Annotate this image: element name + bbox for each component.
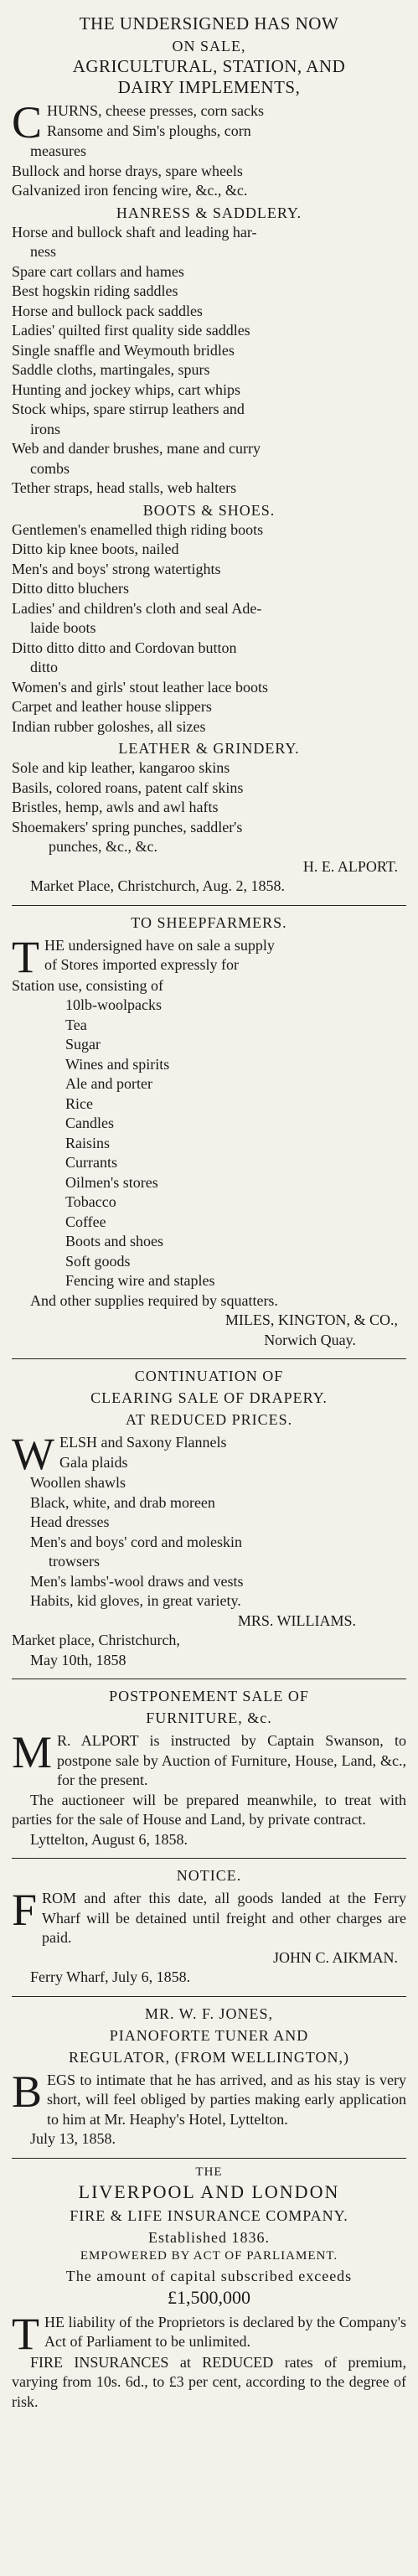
drop-cap: T [12, 2308, 39, 2359]
body-text: HE liability of the Proprietors is declared by the Company's Act of Parliament to be unlimited. [44, 2313, 406, 2350]
drop-cap: M [12, 1727, 53, 1777]
ad-title: NOTICE. [176, 1867, 242, 1884]
list-item: Ditto kip knee boots, nailed [12, 541, 179, 557]
dateline: Market place, Christchurch, [12, 1632, 180, 1648]
list-item: Horse and bullock shaft and leading har- [12, 223, 257, 241]
list-item: Coffee [65, 1213, 106, 1230]
list-item: Ditto ditto bluchers [12, 580, 129, 597]
ad-title-line: THE UNDERSIGNED HAS NOW [79, 13, 339, 34]
company-name: LIVERPOOL AND LONDON [78, 2180, 340, 2202]
list-item: ditto [30, 659, 59, 675]
signature: H. E. ALPORT. [302, 857, 398, 875]
body-text: ROM and after this date, all goods landed at the Ferry Wharf will be detained until freight and other charges are paid. [42, 1890, 406, 1946]
ad-title: TO SHEEPFARMERS. [131, 913, 287, 931]
list-item: Ladies' quilted first quality side saddles [12, 322, 250, 339]
ad-title-line: CONTINUATION OF [134, 1368, 284, 1384]
list-item: Indian rubber goloshes, all sizes [12, 717, 206, 735]
list-item: Currants [65, 1154, 117, 1171]
list-item: Boots and shoes [65, 1233, 163, 1249]
intro-line: Station use, consisting of [12, 976, 163, 994]
dateline: Market Place, Christchurch, Aug. 2, 1858. [30, 877, 285, 894]
list-item: Black, white, and drab moreen [30, 1493, 215, 1511]
ad-drapery [12, 1359, 406, 1679]
signature: MILES, KINGTON, & CO., [224, 1311, 398, 1328]
list-item: Sole and kip leather, kangaroo skins [12, 759, 230, 776]
intro-line: HE undersigned have on sale a supply [44, 936, 275, 954]
list-item: ELSH and Saxony Flannels [59, 1434, 227, 1451]
list-item: Saddle cloths, martingales, spurs [12, 361, 210, 378]
ad-title-line: DAIRY IMPLEMENTS, [117, 77, 301, 97]
list-item: Hunting and jockey whips, cart whips [12, 380, 240, 398]
list-item: Woollen shawls [30, 1474, 126, 1491]
outro-line: And other supplies required by squatters. [30, 1291, 278, 1309]
company-name: FIRE & LIFE INSURANCE COMPANY. [70, 2206, 348, 2224]
drop-cap: B [12, 2066, 43, 2117]
list-item: Bullock and horse drays, spare wheels [12, 162, 243, 179]
list-item: Habits, kid gloves, in great variety. [30, 1592, 241, 1609]
section-heading: LEATHER & GRINDERY. [118, 740, 300, 757]
empowered-line: EMPOWERED BY ACT OF PARLIAMENT. [80, 2248, 338, 2263]
ad-title-line: PIANOFORTE TUNER AND [109, 2026, 309, 2044]
list-item: Ditto ditto ditto and Cordovan button [12, 639, 237, 656]
signature: MRS. WILLIAMS. [237, 1611, 356, 1629]
list-item: Wines and spirits [65, 1055, 170, 1073]
dateline: Ferry Wharf, July 6, 1858. [30, 1968, 191, 1985]
list-item: Gentlemen's enamelled thigh riding boots [12, 520, 264, 538]
list-item: Candles [65, 1115, 114, 1131]
list-item: Bristles, hemp, awls and awl hafts [12, 799, 219, 815]
list-item: Horse and bullock pack saddles [12, 302, 203, 319]
dateline: July 13, 1858. [30, 2130, 116, 2147]
list-item: Sugar [65, 1036, 101, 1053]
body-text: R. ALPORT is instructed by Captain Swanson, to postpone sale by Auction of Furniture, House, Land, &c., for the present. [57, 1732, 406, 1788]
ad-alport-implements [12, 8, 406, 906]
list-item: Spare cart collars and hames [12, 262, 184, 280]
ad-insurance [12, 2159, 406, 2421]
ad-title-line: POSTPONEMENT SALE OF [109, 1688, 309, 1704]
list-item: Basils, colored roans, patent calf skins [12, 778, 244, 796]
intro-line: of Stores imported expressly for [44, 956, 239, 973]
ad-title-line: CLEARING SALE OF DRAPERY. [90, 1389, 328, 1406]
list-item: Best hogskin riding saddles [12, 282, 178, 299]
dateline: Lyttelton, August 6, 1858. [30, 1830, 188, 1848]
list-item: Gala plaids [59, 1453, 128, 1471]
list-item: Single snaffle and Weymouth bridles [12, 341, 235, 359]
section-heading: BOOTS & SHOES. [142, 501, 276, 519]
list-item: Tether straps, head stalls, web halters [12, 479, 237, 496]
ad-pianoforte-tuner [12, 1997, 406, 2159]
body-text: The auctioneer will be prepared meanwhile, to treat with parties for the sale of House and Land, by private contract. [12, 1791, 406, 1828]
address: Norwich Quay. [264, 1331, 356, 1348]
ad-title-line: AT REDUCED PRICES. [125, 1411, 293, 1428]
drop-cap: W [12, 1429, 54, 1479]
list-item: Web and dander brushes, mane and curry [12, 440, 261, 457]
list-item: irons [30, 420, 60, 437]
ad-notice [12, 1859, 406, 1997]
list-item: HURNS, cheese presses, corn sacks [47, 102, 264, 119]
list-item: Ladies' and children's cloth and seal Ade- [12, 599, 262, 617]
established: Established 1836. [148, 2228, 270, 2246]
list-item: Men's lambs'-wool draws and vests [30, 1572, 244, 1590]
list-item: Raisins [65, 1134, 111, 1151]
list-item: punches, &c., &c. [49, 838, 157, 855]
ad-title-line: MR. W. F. JONES, [144, 2004, 274, 2022]
section-heading: HANRESS & SADDLERY. [116, 204, 302, 221]
ad-title-the: THE [195, 2165, 223, 2179]
list-item: Men's and boys' strong watertights [12, 560, 221, 577]
list-item: Ale and porter [65, 1075, 152, 1092]
list-item: ness [30, 243, 56, 260]
drop-cap: F [12, 1885, 38, 1935]
signature: JOHN C. AIKMAN. [272, 1948, 398, 1966]
list-item: Galvanized iron fencing wire, &c., &c. [12, 182, 248, 199]
list-item: Soft goods [65, 1252, 131, 1270]
capital-amount: £1,500,000 [168, 2286, 250, 2308]
list-item: Women's and girls' stout leather lace boots [12, 678, 268, 696]
list-item: measures [30, 142, 86, 159]
list-item: 10lb-woolpacks [65, 996, 162, 1013]
ad-title-line: REGULATOR, (FROM WELLINGTON,) [69, 2048, 349, 2066]
list-item: Tobacco [65, 1193, 116, 1210]
list-item: Carpet and leather house slippers [12, 698, 212, 715]
list-item: Head dresses [30, 1513, 110, 1530]
ad-title-line: AGRICULTURAL, STATION, AND [72, 56, 346, 76]
ad-sheepfarmers [12, 906, 406, 1360]
list-item: Shoemakers' spring punches, saddler's [12, 818, 243, 835]
drop-cap: T [12, 931, 39, 982]
ad-title-line: FURNITURE, &c. [146, 1710, 272, 1726]
list-item: Stock whips, spare stirrup leathers and [12, 401, 245, 417]
list-item: Fencing wire and staples [65, 1272, 215, 1289]
list-item: trowsers [49, 1553, 100, 1570]
list-item: Ransome and Sim's ploughs, corn [47, 122, 251, 139]
list-item: Men's and boys' cord and moleskin [30, 1533, 242, 1550]
drop-cap: C [12, 97, 43, 147]
body-text: FIRE INSURANCES at REDUCED rates of premium, varying from 10s. 6d., to £3 per cent, according to the degree of risk. [12, 2353, 406, 2410]
body-text: EGS to intimate that he has arrived, and as his stay is very short, will feel obliged by parties making early application to him at Mr. Heaphy's Hotel, Lyttelton. [47, 2071, 406, 2128]
list-item: combs [30, 459, 70, 477]
dateline: May 10th, 1858 [30, 1651, 126, 1668]
capital-line: The amount of capital subscribed exceeds [65, 2267, 353, 2284]
list-item: laide boots [30, 619, 96, 636]
ad-postponement [12, 1679, 406, 1859]
ad-title-line: ON SALE, [172, 38, 246, 54]
list-item: Rice [65, 1094, 93, 1112]
list-item: Tea [65, 1016, 87, 1033]
list-item: Oilmen's stores [65, 1173, 158, 1191]
